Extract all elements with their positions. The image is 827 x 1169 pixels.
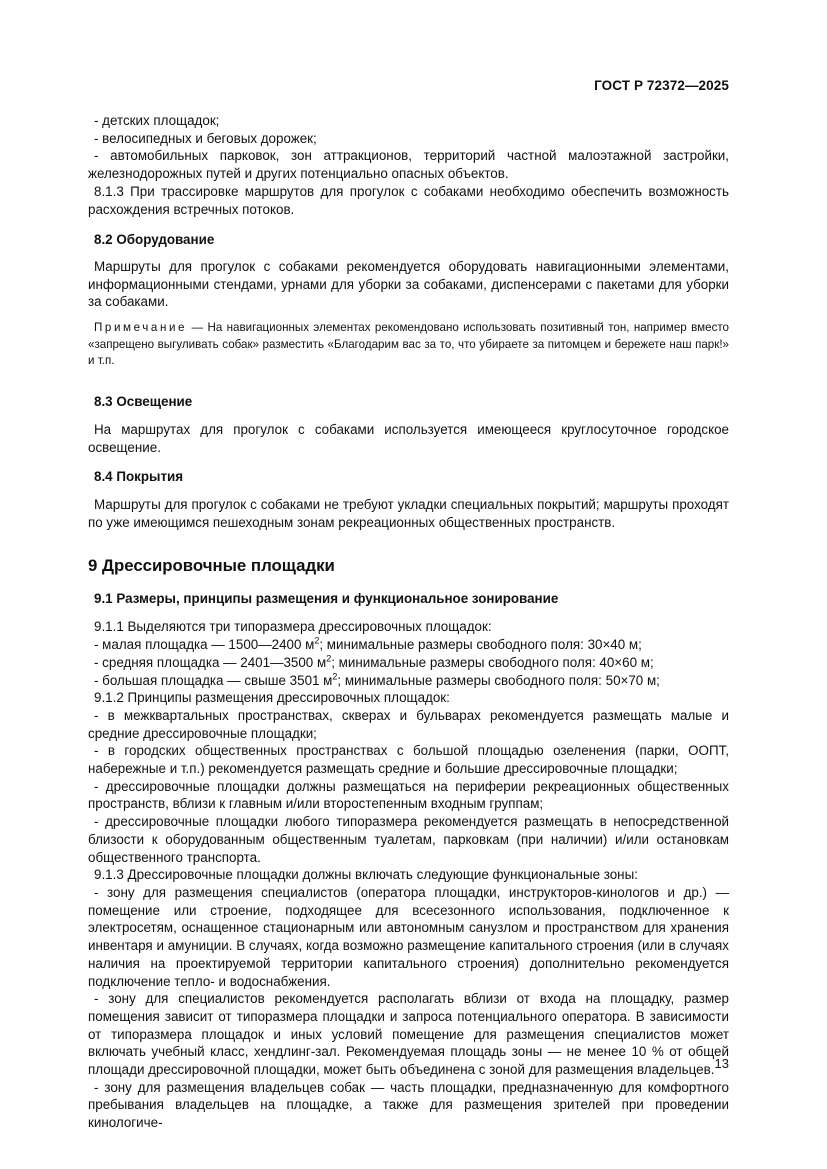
paragraph-9-1-3: 9.1.3 Дрессировочные площадки должны включать следующие функциональные зоны: [94, 867, 638, 883]
page-content [88, 112, 729, 1132]
list-item: - зону для специалистов рекомендуется располагать вблизи от входа на площадку, размер помещения зависит от типоразмера площадки и запроса потенциального оператора. В зависимости от типоразмера площадок и иных условий помещение для размещения специалистов может включать учебный класс, хендлинг-зал. Рекомендуемая площадь зоны — не менее 10 % от общей площади дрессировочной площадки, может быть объединена с зоной для размещения владельцев. [88, 991, 729, 1078]
size-label: - малая площадка — 1500—2400 м [94, 637, 315, 653]
section-9-1-title: 9.1 Размеры, принципы размещения и функциональное зонирование [94, 590, 559, 606]
note-text: — На навигационных элементах рекомендовано использовать позитивный тон, например вместо «запрещено выгуливать собак» разместить «Благодарим вас за то, что убираете за питомцем и бережете наш парк!» и т.п. [88, 321, 729, 368]
list-item: - зону для размещения владельцев собак — часть площадки, предназначенную для комфортного пребывания владельцев на площадке, а также для размещения зрителей при проведении кинологиче- [88, 1079, 729, 1131]
section-8-4-text: Маршруты для прогулок с собаками не требуют укладки специальных покрытий; маршруты проходят по уже имеющимся пешеходным зонам рекреационных общественных пространств. [88, 497, 729, 531]
note-label: Примечание [94, 321, 188, 335]
section-9-title: 9 Дрессировочные площадки [88, 555, 335, 575]
paragraph-9-1-2: 9.1.2 Принципы размещения дрессировочных площадок: [94, 690, 450, 706]
list-item: - в межквартальных пространствах, скверах и бульварах рекомендуется размещать малые и средние дрессировочные площадки; [88, 707, 729, 741]
superscript: 2 [314, 635, 320, 646]
size-desc: ; минимальные размеры свободного поля: 50×70 м; [337, 672, 660, 688]
paragraph-8-1-3: 8.1.3 При трассировке маршрутов для прогулок с собаками необходимо обеспечить возможность расхождения встречных потоков. [88, 183, 729, 217]
list-item [88, 672, 729, 690]
list-item: - в городских общественных пространствах с большой площадью озеленения (парки, ООПТ, набережные и т.п.) рекомендуется размещать средние и большие дрессировочные площадки; [88, 743, 729, 777]
superscript: 2 [332, 671, 338, 682]
note [88, 320, 729, 370]
section-8-2-text: Маршруты для прогулок с собаками рекомендуется оборудовать навигационными элементами, информационными стендами, урнами для уборки за собаками, диспенсерами с пакетами для уборки за собаками. [88, 258, 729, 310]
section-8-3-text: На маршрутах для прогулок с собаками используется имеющееся круглосуточное городское освещение. [88, 422, 729, 455]
doc-header: ГОСТ Р 72372—2025 [594, 78, 729, 93]
superscript: 2 [326, 653, 332, 664]
list-item: - велосипедных и беговых дорожек; [94, 130, 317, 146]
size-label: - большая площадка — свыше 3501 м [94, 672, 333, 688]
page-number: 13 [714, 1056, 729, 1071]
list-item: - зону для размещения специалистов (оператора площадки, инструкторов-кинологов и др.) — помещение или строение, подходящее для всесезонного использования, подключенное к электросетям, оснащенное стационарным или автономным санузлом и пространством для хранения инвентаря и амуниции. В случаях, когда возможно размещение капитального строения (или в случаях наличия на проектируемой территории капитального строения) дополнительно рекомендуется подключение тепло- и водоснабжения. [88, 885, 729, 989]
list-item: - детских площадок; [94, 113, 220, 128]
list-item: - автомобильных парковок, зон аттракционов, территорий частной малоэтажной застройки, железнодорожных путей и других потенциально опасных объектов. [88, 148, 729, 182]
size-desc: ; минимальные размеры свободного поля: 40×60 м; [331, 654, 654, 670]
paragraph-9-1-1: 9.1.1 Выделяются три типоразмера дрессировочных площадок: [94, 619, 492, 635]
list-item: - дрессировочные площадки должны размещаться на периферии рекреационных общественных пространств, вблизи к главным и/или второстепенным входным группам; [88, 778, 729, 812]
section-8-2-title: 8.2 Оборудование [94, 232, 215, 248]
section-8-3-title: 8.3 Освещение [94, 393, 193, 409]
size-label: - средняя площадка — 2401—3500 м [94, 654, 327, 670]
list-item [88, 636, 729, 654]
size-desc: ; минимальные размеры свободного поля: 30×40 м; [319, 637, 642, 653]
section-8-4-title: 8.4 Покрытия [94, 468, 184, 484]
list-item: - дрессировочные площадки любого типоразмера рекомендуется размещать в непосредственной близости к оборудованным общественным туалетам, парковкам (при наличии) и/или остановкам общественного транспорта. [88, 814, 729, 865]
list-item [88, 654, 729, 672]
